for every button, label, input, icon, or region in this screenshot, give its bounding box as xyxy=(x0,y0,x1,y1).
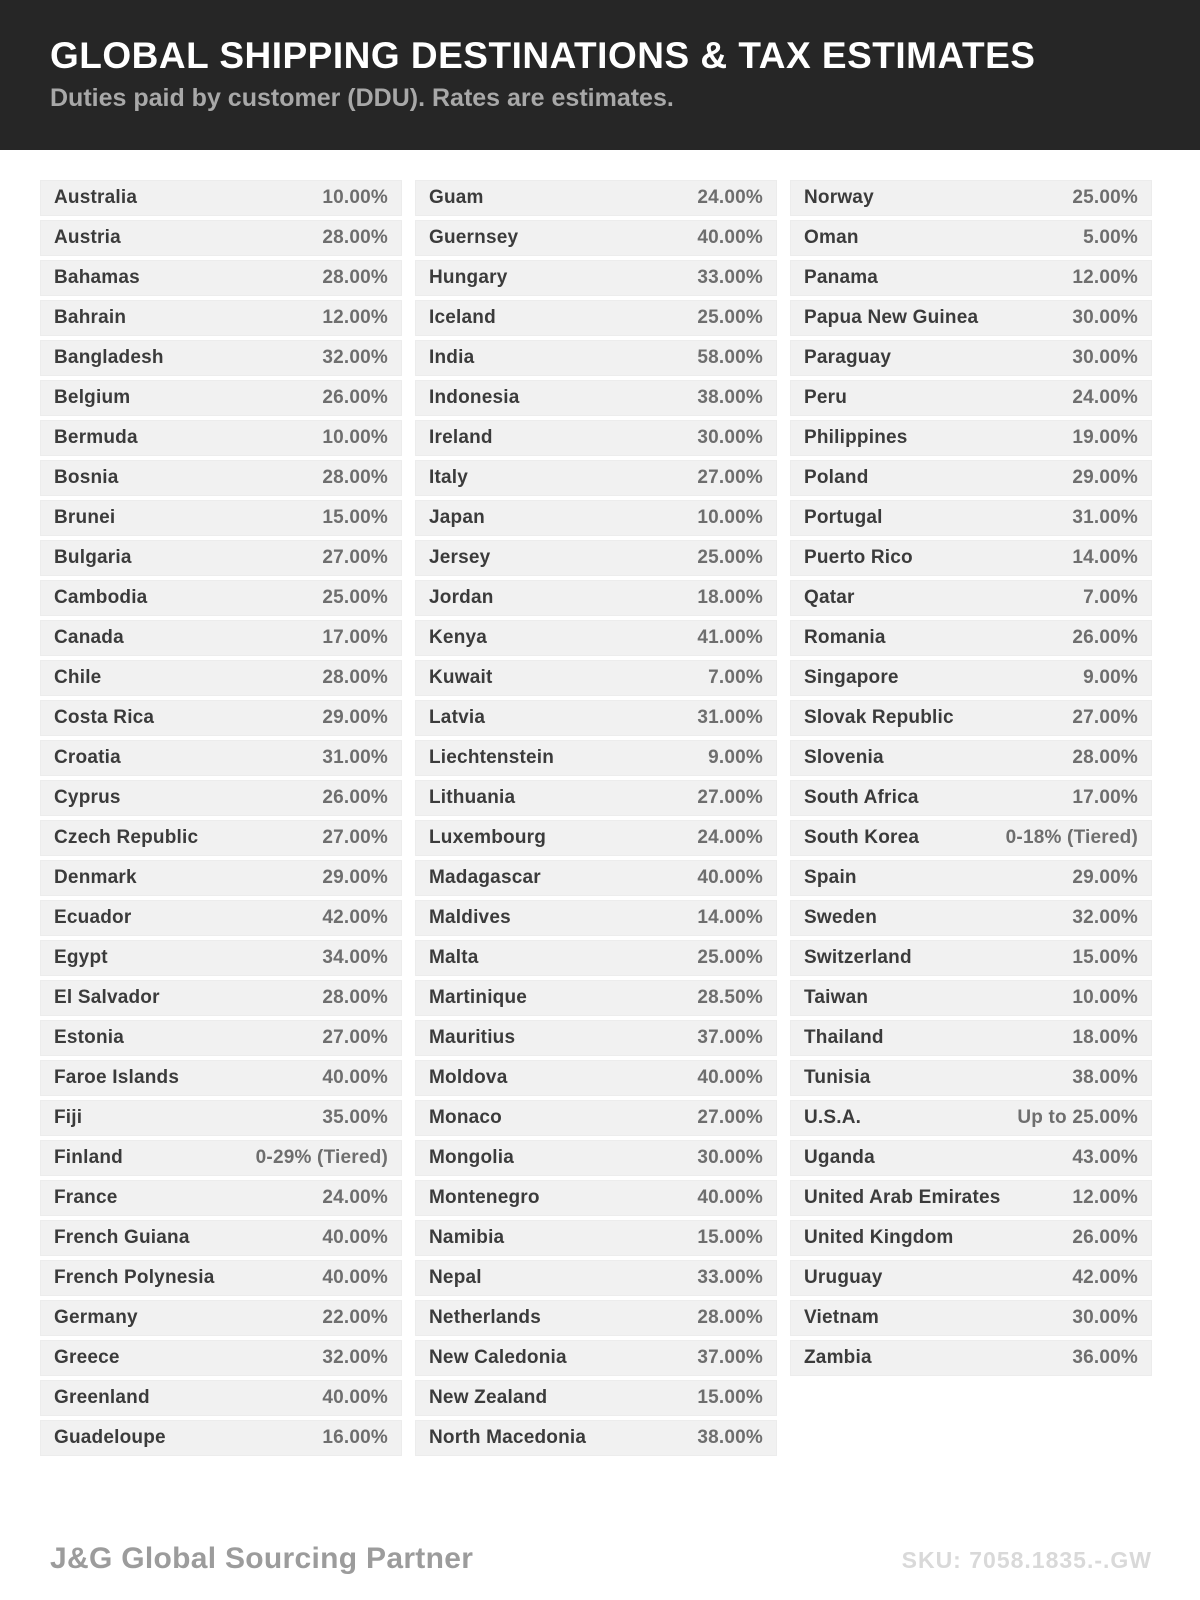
country-label: Portugal xyxy=(804,507,883,528)
table-row xyxy=(40,300,402,336)
table-row xyxy=(790,420,1152,456)
table-row xyxy=(415,1220,777,1256)
country-label: Bosnia xyxy=(54,467,119,488)
country-label: Uruguay xyxy=(804,1267,883,1288)
table-row xyxy=(40,340,402,376)
table-row xyxy=(40,180,402,216)
rate-value: 14.00% xyxy=(697,907,763,928)
country-label: Paraguay xyxy=(804,347,892,368)
rate-value: 30.00% xyxy=(697,427,763,448)
table-row xyxy=(790,300,1152,336)
table-row xyxy=(415,660,777,696)
country-label: Fiji xyxy=(54,1107,83,1128)
rate-value: 27.00% xyxy=(697,467,763,488)
country-label: Luxembourg xyxy=(429,827,547,848)
table-row xyxy=(415,580,777,616)
country-label: United Arab Emirates xyxy=(804,1187,1001,1208)
table-row xyxy=(415,1420,777,1456)
country-label: Mauritius xyxy=(429,1027,516,1048)
rate-value: 28.00% xyxy=(322,267,388,288)
table-row xyxy=(40,260,402,296)
table-row xyxy=(40,220,402,256)
rate-value: 26.00% xyxy=(1072,627,1138,648)
country-label: Monaco xyxy=(429,1107,502,1128)
country-label: Sweden xyxy=(804,907,877,928)
rate-value: 24.00% xyxy=(1072,387,1138,408)
country-label: Oman xyxy=(804,227,859,248)
rate-value: 38.00% xyxy=(697,387,763,408)
rate-value: 27.00% xyxy=(322,1027,388,1048)
table-row xyxy=(40,1020,402,1056)
table-row xyxy=(40,580,402,616)
rate-value: 28.50% xyxy=(697,987,763,1008)
rate-value: 25.00% xyxy=(697,947,763,968)
country-label: Austria xyxy=(54,227,121,248)
rate-value: 37.00% xyxy=(697,1027,763,1048)
table-row xyxy=(40,380,402,416)
country-label: Spain xyxy=(804,867,857,888)
table-row xyxy=(790,1140,1152,1176)
table-row xyxy=(40,700,402,736)
country-label: Peru xyxy=(804,387,848,408)
rate-value: 24.00% xyxy=(697,827,763,848)
rate-value: 29.00% xyxy=(322,707,388,728)
rate-value: 15.00% xyxy=(322,507,388,528)
country-label: Costa Rica xyxy=(54,707,155,728)
country-label: Qatar xyxy=(804,587,855,608)
table-row xyxy=(790,260,1152,296)
rate-value: 26.00% xyxy=(322,787,388,808)
country-label: Puerto Rico xyxy=(804,547,913,568)
table-row xyxy=(40,900,402,936)
country-label: Lithuania xyxy=(429,787,516,808)
country-label: Mongolia xyxy=(429,1147,514,1168)
table-row xyxy=(790,220,1152,256)
rate-value: 24.00% xyxy=(322,1187,388,1208)
rate-value: 30.00% xyxy=(697,1147,763,1168)
table-row xyxy=(790,1300,1152,1336)
rate-value: 28.00% xyxy=(1072,747,1138,768)
country-label: Papua New Guinea xyxy=(804,307,979,328)
country-label: Zambia xyxy=(804,1347,872,1368)
table-row xyxy=(415,820,777,856)
country-label: Cyprus xyxy=(54,787,121,808)
table-row xyxy=(415,340,777,376)
country-label: Uganda xyxy=(804,1147,875,1168)
table-row xyxy=(40,1380,402,1416)
table-row xyxy=(415,740,777,776)
table-row xyxy=(790,1020,1152,1056)
rate-value: 25.00% xyxy=(697,307,763,328)
rate-value: 40.00% xyxy=(697,1067,763,1088)
rate-value: 40.00% xyxy=(322,1227,388,1248)
country-label: Namibia xyxy=(429,1227,505,1248)
country-label: Indonesia xyxy=(429,387,520,408)
rate-value: 35.00% xyxy=(322,1107,388,1128)
rate-value: 30.00% xyxy=(1072,307,1138,328)
rate-value: 32.00% xyxy=(322,1347,388,1368)
tax-column xyxy=(40,180,402,1460)
country-label: Maldives xyxy=(429,907,511,928)
country-label: Egypt xyxy=(54,947,108,968)
country-label: Belgium xyxy=(54,387,131,408)
country-label: Greenland xyxy=(54,1387,150,1408)
table-row xyxy=(790,740,1152,776)
table-row xyxy=(790,900,1152,936)
country-label: Panama xyxy=(804,267,879,288)
country-label: Switzerland xyxy=(804,947,912,968)
table-row xyxy=(790,620,1152,656)
table-row xyxy=(40,620,402,656)
country-label: Jordan xyxy=(429,587,494,608)
rate-value: 40.00% xyxy=(697,1187,763,1208)
country-label: Netherlands xyxy=(429,1307,542,1328)
rate-value: 9.00% xyxy=(708,747,763,768)
country-label: Taiwan xyxy=(804,987,869,1008)
table-row xyxy=(415,1260,777,1296)
table-row xyxy=(790,820,1152,856)
table-row xyxy=(415,1180,777,1216)
table-row xyxy=(40,860,402,896)
rate-value: 31.00% xyxy=(322,747,388,768)
table-row xyxy=(415,260,777,296)
rate-value: 29.00% xyxy=(1072,467,1138,488)
country-label: Germany xyxy=(54,1307,138,1328)
rate-value: 28.00% xyxy=(322,467,388,488)
table-row xyxy=(40,1180,402,1216)
table-row xyxy=(790,1100,1152,1136)
table-row xyxy=(40,940,402,976)
rate-value: 26.00% xyxy=(322,387,388,408)
rate-value: 40.00% xyxy=(322,1267,388,1288)
country-label: Guernsey xyxy=(429,227,519,248)
table-row xyxy=(40,1220,402,1256)
page-title: GLOBAL SHIPPING DESTINATIONS & TAX ESTIMATES xyxy=(50,35,1036,76)
country-label: Bangladesh xyxy=(54,347,164,368)
page-subtitle: Duties paid by customer (DDU). Rates are estimates. xyxy=(50,83,674,112)
rate-value: 15.00% xyxy=(1072,947,1138,968)
table-row xyxy=(415,1380,777,1416)
table-row xyxy=(40,1100,402,1136)
table-row xyxy=(790,380,1152,416)
country-label: Greece xyxy=(54,1347,120,1368)
rate-value: 10.00% xyxy=(322,187,388,208)
table-row xyxy=(790,580,1152,616)
table-row xyxy=(415,300,777,336)
country-label: Australia xyxy=(54,187,138,208)
table-row xyxy=(415,860,777,896)
table-row xyxy=(790,180,1152,216)
table-row xyxy=(415,940,777,976)
table-row xyxy=(415,620,777,656)
rate-value: 33.00% xyxy=(697,267,763,288)
country-label: U.S.A. xyxy=(804,1107,862,1128)
table-row xyxy=(415,1020,777,1056)
country-label: Liechtenstein xyxy=(429,747,555,768)
country-label: Bahrain xyxy=(54,307,127,328)
country-label: India xyxy=(429,347,475,368)
table-row xyxy=(415,500,777,536)
rate-value: 5.00% xyxy=(1083,227,1138,248)
country-label: Montenegro xyxy=(429,1187,540,1208)
tax-column xyxy=(415,180,777,1460)
rate-value: 16.00% xyxy=(322,1427,388,1448)
table-row xyxy=(790,1060,1152,1096)
rate-value: 27.00% xyxy=(322,547,388,568)
rate-value: 7.00% xyxy=(1083,587,1138,608)
rate-value: 40.00% xyxy=(322,1067,388,1088)
rate-value: 9.00% xyxy=(1083,667,1138,688)
country-label: Nepal xyxy=(429,1267,482,1288)
table-row xyxy=(790,460,1152,496)
rate-value: 27.00% xyxy=(697,1107,763,1128)
rate-value: 25.00% xyxy=(322,587,388,608)
table-row xyxy=(415,180,777,216)
country-label: South Africa xyxy=(804,787,919,808)
rate-value: 19.00% xyxy=(1072,427,1138,448)
table-row xyxy=(40,540,402,576)
country-label: Romania xyxy=(804,627,886,648)
rate-value: Up to 25.00% xyxy=(1017,1107,1138,1128)
table-row xyxy=(790,860,1152,896)
rate-value: 29.00% xyxy=(322,867,388,888)
country-label: Singapore xyxy=(804,667,899,688)
table-row xyxy=(40,660,402,696)
table-row xyxy=(40,1260,402,1296)
country-label: Kenya xyxy=(429,627,488,648)
table-row xyxy=(790,1340,1152,1376)
rate-value: 32.00% xyxy=(1072,907,1138,928)
country-label: Thailand xyxy=(804,1027,884,1048)
country-label: Ecuador xyxy=(54,907,132,928)
country-label: Denmark xyxy=(54,867,137,888)
country-label: Kuwait xyxy=(429,667,493,688)
table-row xyxy=(415,1060,777,1096)
rate-value: 40.00% xyxy=(697,867,763,888)
country-label: Finland xyxy=(54,1147,123,1168)
table-row xyxy=(415,1140,777,1176)
rate-value: 10.00% xyxy=(697,507,763,528)
table-row xyxy=(790,540,1152,576)
country-label: South Korea xyxy=(804,827,920,848)
country-label: Bahamas xyxy=(54,267,140,288)
country-label: Iceland xyxy=(429,307,496,328)
rate-value: 12.00% xyxy=(1072,267,1138,288)
country-label: Brunei xyxy=(54,507,116,528)
country-label: Guam xyxy=(429,187,484,208)
country-label: Latvia xyxy=(429,707,486,728)
rate-value: 33.00% xyxy=(697,1267,763,1288)
rate-value: 18.00% xyxy=(1072,1027,1138,1048)
table-row xyxy=(790,780,1152,816)
table-row xyxy=(790,660,1152,696)
table-row xyxy=(790,700,1152,736)
country-label: New Zealand xyxy=(429,1387,548,1408)
rate-value: 31.00% xyxy=(697,707,763,728)
rate-value: 28.00% xyxy=(322,987,388,1008)
country-label: United Kingdom xyxy=(804,1227,954,1248)
table-row xyxy=(415,540,777,576)
country-label: French Guiana xyxy=(54,1227,190,1248)
rate-value: 27.00% xyxy=(1072,707,1138,728)
rate-value: 7.00% xyxy=(708,667,763,688)
country-label: Guadeloupe xyxy=(54,1427,166,1448)
rate-value: 17.00% xyxy=(1072,787,1138,808)
table-row xyxy=(415,780,777,816)
table-row xyxy=(790,340,1152,376)
table-row xyxy=(40,980,402,1016)
rate-value: 34.00% xyxy=(322,947,388,968)
table-row xyxy=(40,420,402,456)
table-row xyxy=(40,740,402,776)
table-row xyxy=(40,460,402,496)
table-row xyxy=(40,500,402,536)
rate-value: 42.00% xyxy=(322,907,388,928)
rate-value: 28.00% xyxy=(322,227,388,248)
rate-value: 29.00% xyxy=(1072,867,1138,888)
rate-value: 36.00% xyxy=(1072,1347,1138,1368)
country-label: Malta xyxy=(429,947,479,968)
table-row xyxy=(415,1340,777,1376)
rate-value: 26.00% xyxy=(1072,1227,1138,1248)
country-label: Canada xyxy=(54,627,124,648)
table-row xyxy=(790,940,1152,976)
rate-value: 28.00% xyxy=(697,1307,763,1328)
rate-value: 58.00% xyxy=(697,347,763,368)
table-row xyxy=(40,1340,402,1376)
country-label: Cambodia xyxy=(54,587,148,608)
table-row xyxy=(40,1300,402,1336)
country-label: Ireland xyxy=(429,427,493,448)
header-banner xyxy=(0,0,1200,150)
table-row xyxy=(40,780,402,816)
rate-value: 0-29% (Tiered) xyxy=(255,1147,388,1168)
country-label: Moldova xyxy=(429,1067,508,1088)
rate-value: 22.00% xyxy=(322,1307,388,1328)
country-label: Japan xyxy=(429,507,485,528)
country-label: French Polynesia xyxy=(54,1267,215,1288)
table-row xyxy=(415,1300,777,1336)
rate-value: 31.00% xyxy=(1072,507,1138,528)
tax-table xyxy=(40,180,1152,1460)
table-row xyxy=(415,1100,777,1136)
rate-value: 30.00% xyxy=(1072,347,1138,368)
rate-value: 42.00% xyxy=(1072,1267,1138,1288)
country-label: Croatia xyxy=(54,747,121,768)
rate-value: 10.00% xyxy=(322,427,388,448)
country-label: Martinique xyxy=(429,987,528,1008)
country-label: Vietnam xyxy=(804,1307,879,1328)
country-label: Czech Republic xyxy=(54,827,199,848)
rate-value: 12.00% xyxy=(1072,1187,1138,1208)
rate-value: 32.00% xyxy=(322,347,388,368)
table-row xyxy=(40,1140,402,1176)
table-row xyxy=(790,1260,1152,1296)
country-label: Tunisia xyxy=(804,1067,871,1088)
table-row xyxy=(415,700,777,736)
rate-value: 12.00% xyxy=(322,307,388,328)
country-label: Philippines xyxy=(804,427,908,448)
country-label: Italy xyxy=(429,467,469,488)
table-row xyxy=(415,420,777,456)
rate-value: 43.00% xyxy=(1072,1147,1138,1168)
rate-value: 0-18% (Tiered) xyxy=(1005,827,1138,848)
country-label: Bulgaria xyxy=(54,547,132,568)
table-row xyxy=(40,1060,402,1096)
rate-value: 27.00% xyxy=(322,827,388,848)
table-row xyxy=(790,1220,1152,1256)
country-label: Hungary xyxy=(429,267,508,288)
table-row xyxy=(790,980,1152,1016)
tax-column xyxy=(790,180,1152,1380)
table-row xyxy=(40,820,402,856)
rate-value: 14.00% xyxy=(1072,547,1138,568)
rate-value: 25.00% xyxy=(1072,187,1138,208)
rate-value: 30.00% xyxy=(1072,1307,1138,1328)
rate-value: 17.00% xyxy=(322,627,388,648)
country-label: Faroe Islands xyxy=(54,1067,180,1088)
rate-value: 27.00% xyxy=(697,787,763,808)
rate-value: 28.00% xyxy=(322,667,388,688)
rate-value: 38.00% xyxy=(1072,1067,1138,1088)
country-label: Poland xyxy=(804,467,869,488)
country-label: Estonia xyxy=(54,1027,125,1048)
rate-value: 18.00% xyxy=(697,587,763,608)
rate-value: 37.00% xyxy=(697,1347,763,1368)
country-label: Chile xyxy=(54,667,102,688)
country-label: Slovak Republic xyxy=(804,707,954,728)
rate-value: 25.00% xyxy=(697,547,763,568)
country-label: Jersey xyxy=(429,547,491,568)
rate-value: 41.00% xyxy=(697,627,763,648)
rate-value: 24.00% xyxy=(697,187,763,208)
rate-value: 38.00% xyxy=(697,1427,763,1448)
table-row xyxy=(40,1420,402,1456)
table-row xyxy=(790,1180,1152,1216)
rate-value: 15.00% xyxy=(697,1227,763,1248)
brand-text: J&G Global Sourcing Partner xyxy=(50,1542,474,1575)
country-label: New Caledonia xyxy=(429,1347,567,1368)
country-label: North Macedonia xyxy=(429,1427,587,1448)
table-row xyxy=(415,220,777,256)
table-row xyxy=(415,460,777,496)
country-label: Bermuda xyxy=(54,427,138,448)
country-label: Madagascar xyxy=(429,867,541,888)
rate-value: 40.00% xyxy=(697,227,763,248)
sku-text: SKU: 7058.1835.-.GW xyxy=(901,1547,1152,1573)
country-label: France xyxy=(54,1187,118,1208)
rate-value: 40.00% xyxy=(322,1387,388,1408)
rate-value: 10.00% xyxy=(1072,987,1138,1008)
table-row xyxy=(415,900,777,936)
table-row xyxy=(415,380,777,416)
country-label: Norway xyxy=(804,187,874,208)
rate-value: 15.00% xyxy=(697,1387,763,1408)
table-row xyxy=(415,980,777,1016)
country-label: Slovenia xyxy=(804,747,884,768)
footer xyxy=(50,1542,1152,1576)
table-row xyxy=(790,500,1152,536)
country-label: El Salvador xyxy=(54,987,160,1008)
